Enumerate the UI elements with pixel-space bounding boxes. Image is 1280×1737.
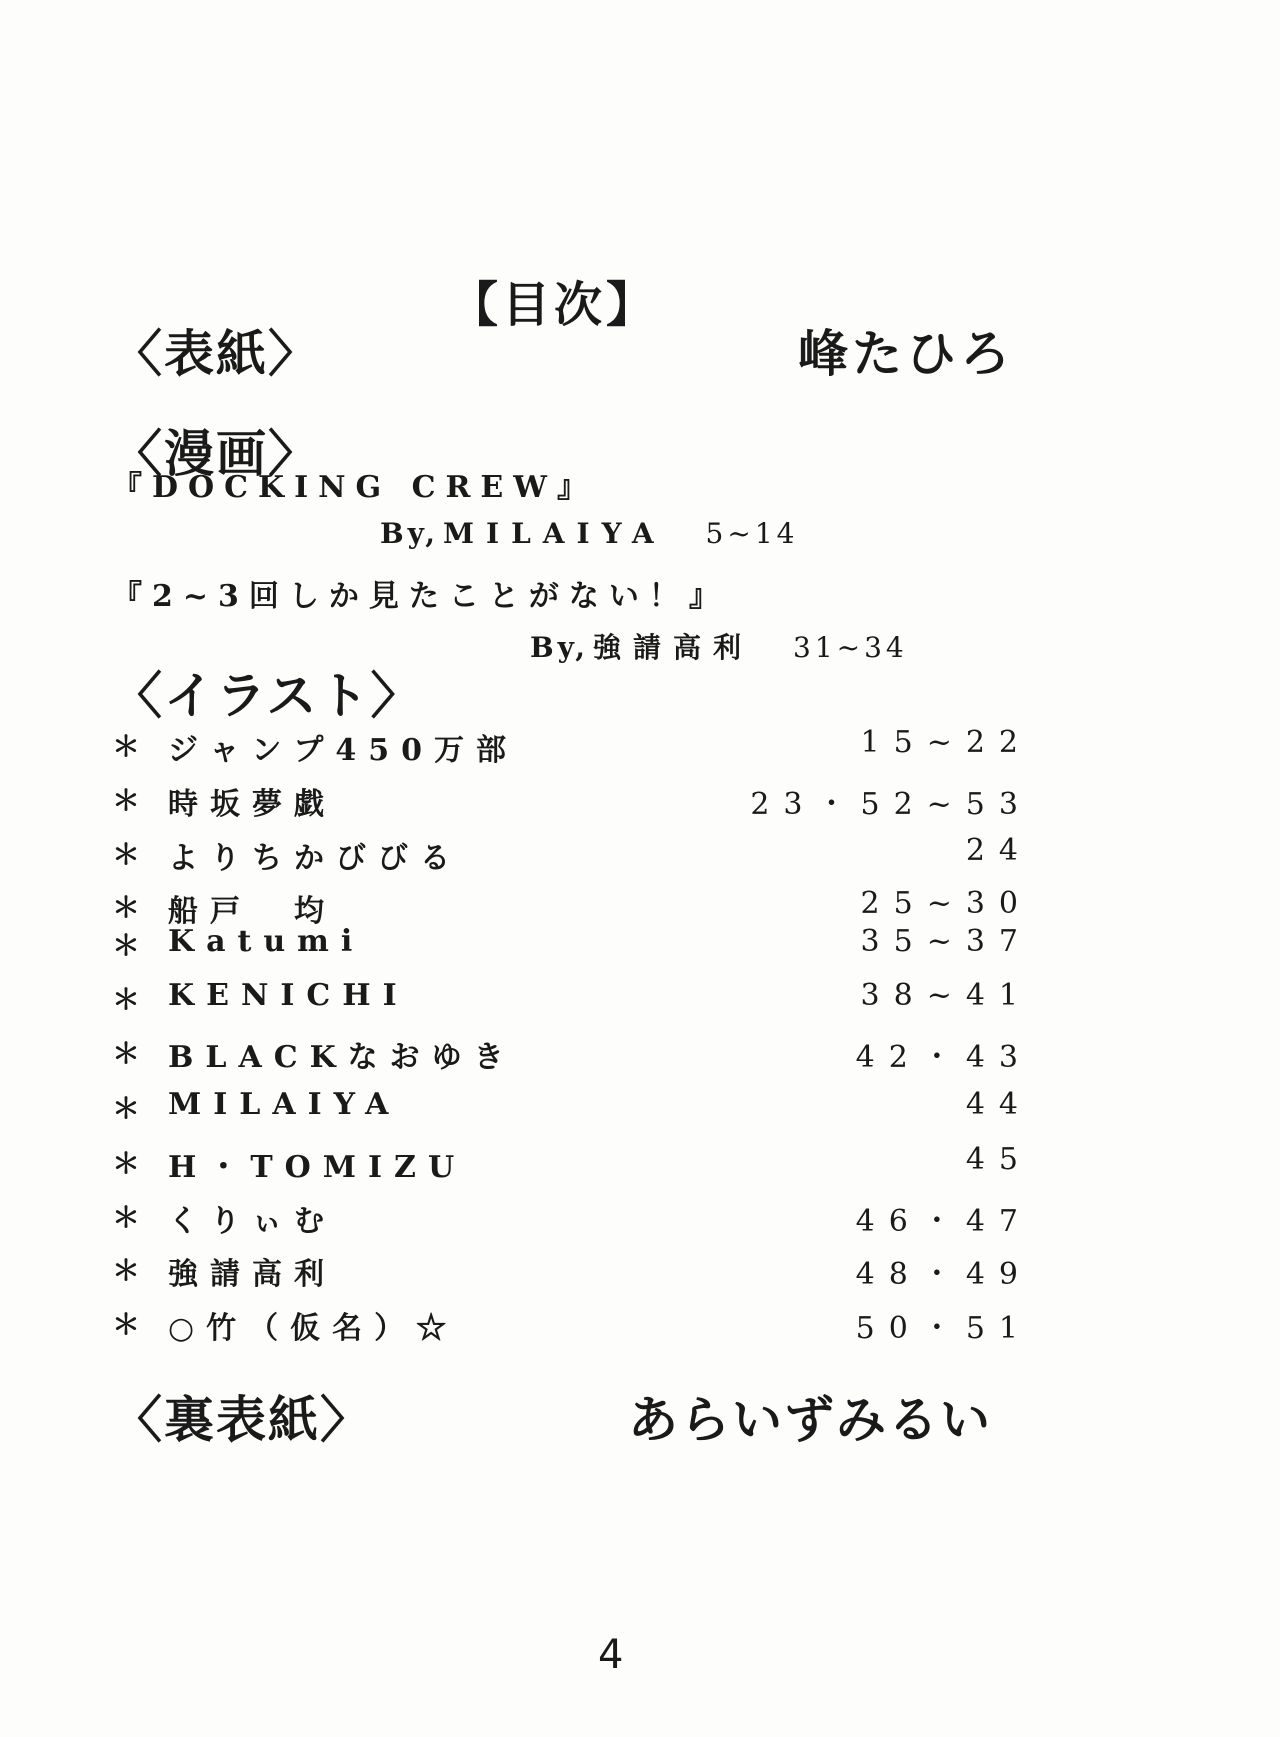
illust-artist: Katumi (168, 924, 365, 959)
illust-pages: 15~22 (860, 725, 1032, 760)
cover-artist: 峰たひろ (798, 324, 1014, 383)
illust-artist: 時坂夢戯 (168, 787, 336, 822)
asterisk-marker: ＊ (112, 784, 141, 817)
illust-artist: H・TOMIZU (168, 1150, 467, 1185)
illust-pages: 35~37 (860, 924, 1032, 959)
manga-work-title: 『DOCKING CREW』 (112, 470, 597, 505)
asterisk-marker: ＊ (112, 1092, 141, 1125)
illust-pages: 45 (965, 1142, 1032, 1177)
illust-artist: BLACKなおゆき (168, 1040, 516, 1075)
illust-pages: 24 (965, 833, 1032, 868)
list-item (112, 1142, 1032, 1185)
list-item (112, 833, 1032, 876)
asterisk-marker: ＊ (112, 730, 141, 763)
illust-artist: KENICHI (168, 978, 409, 1013)
illust-pages: 46・47 (855, 1204, 1032, 1239)
asterisk-marker: ＊ (112, 983, 141, 1016)
manga-work-byline (530, 626, 908, 666)
illust-artist: 強請高利 (168, 1257, 336, 1292)
asterisk-marker: ＊ (112, 1037, 141, 1070)
cover-heading: 〈表紙〉 (112, 324, 320, 383)
illust-pages: 50・51 (855, 1311, 1032, 1346)
manga-heading: 〈漫画〉 (112, 424, 320, 483)
asterisk-marker: ＊ (112, 929, 141, 962)
illust-pages: 25~30 (860, 886, 1032, 921)
illust-pages: 23・52~53 (750, 787, 1032, 822)
page-number: 4 (598, 1632, 624, 1678)
illust-artist: MILAIYA (168, 1087, 401, 1122)
asterisk-marker: ＊ (112, 1147, 141, 1180)
back-cover-heading: 〈裏表紙〉 (112, 1390, 372, 1449)
illust-artist: ジャンプ450万部 (168, 733, 519, 768)
list-item (112, 1032, 1032, 1075)
asterisk-marker: ＊ (112, 1201, 141, 1234)
illust-pages: 48・49 (855, 1257, 1032, 1292)
list-item (112, 1249, 1032, 1292)
illust-artist: くりぃむ (168, 1204, 336, 1239)
illust-pages: 38~41 (860, 978, 1032, 1013)
byline-label: By, (530, 631, 590, 664)
illust-pages: 42・43 (855, 1040, 1032, 1075)
manga-work-byline (380, 517, 798, 550)
list-item (112, 1303, 1032, 1346)
asterisk-marker: ＊ (112, 838, 141, 871)
toc-title: 【目次】 (450, 277, 659, 333)
asterisk-marker: ＊ (112, 1308, 141, 1341)
illust-artist: 船戸 均 (168, 894, 336, 929)
byline-pages: 31~34 (793, 631, 908, 664)
list-item (112, 725, 1032, 768)
byline-author: MILAIYA (443, 517, 666, 550)
list-item (112, 924, 1032, 964)
byline-pages: 5~14 (705, 517, 799, 550)
list-item (112, 886, 1032, 929)
illust-artist: よりちかびびる (168, 841, 462, 876)
asterisk-marker: ＊ (112, 891, 141, 924)
list-item (112, 1087, 1032, 1127)
illust-artist: ○竹（仮名）☆ (168, 1311, 459, 1346)
list-item (112, 779, 1032, 822)
list-item (112, 978, 1032, 1018)
illust-heading: 〈イラスト〉 (112, 666, 423, 725)
list-item (112, 1196, 1032, 1239)
manga-work-title: 『2~3回しか見たことがない！』 (112, 579, 729, 614)
back-cover-artist: あらいずみるい (628, 1390, 992, 1449)
asterisk-marker: ＊ (112, 1254, 141, 1287)
byline-label: By, (380, 517, 440, 550)
byline-author: 強請高利 (593, 631, 754, 664)
illust-pages: 44 (965, 1087, 1032, 1122)
